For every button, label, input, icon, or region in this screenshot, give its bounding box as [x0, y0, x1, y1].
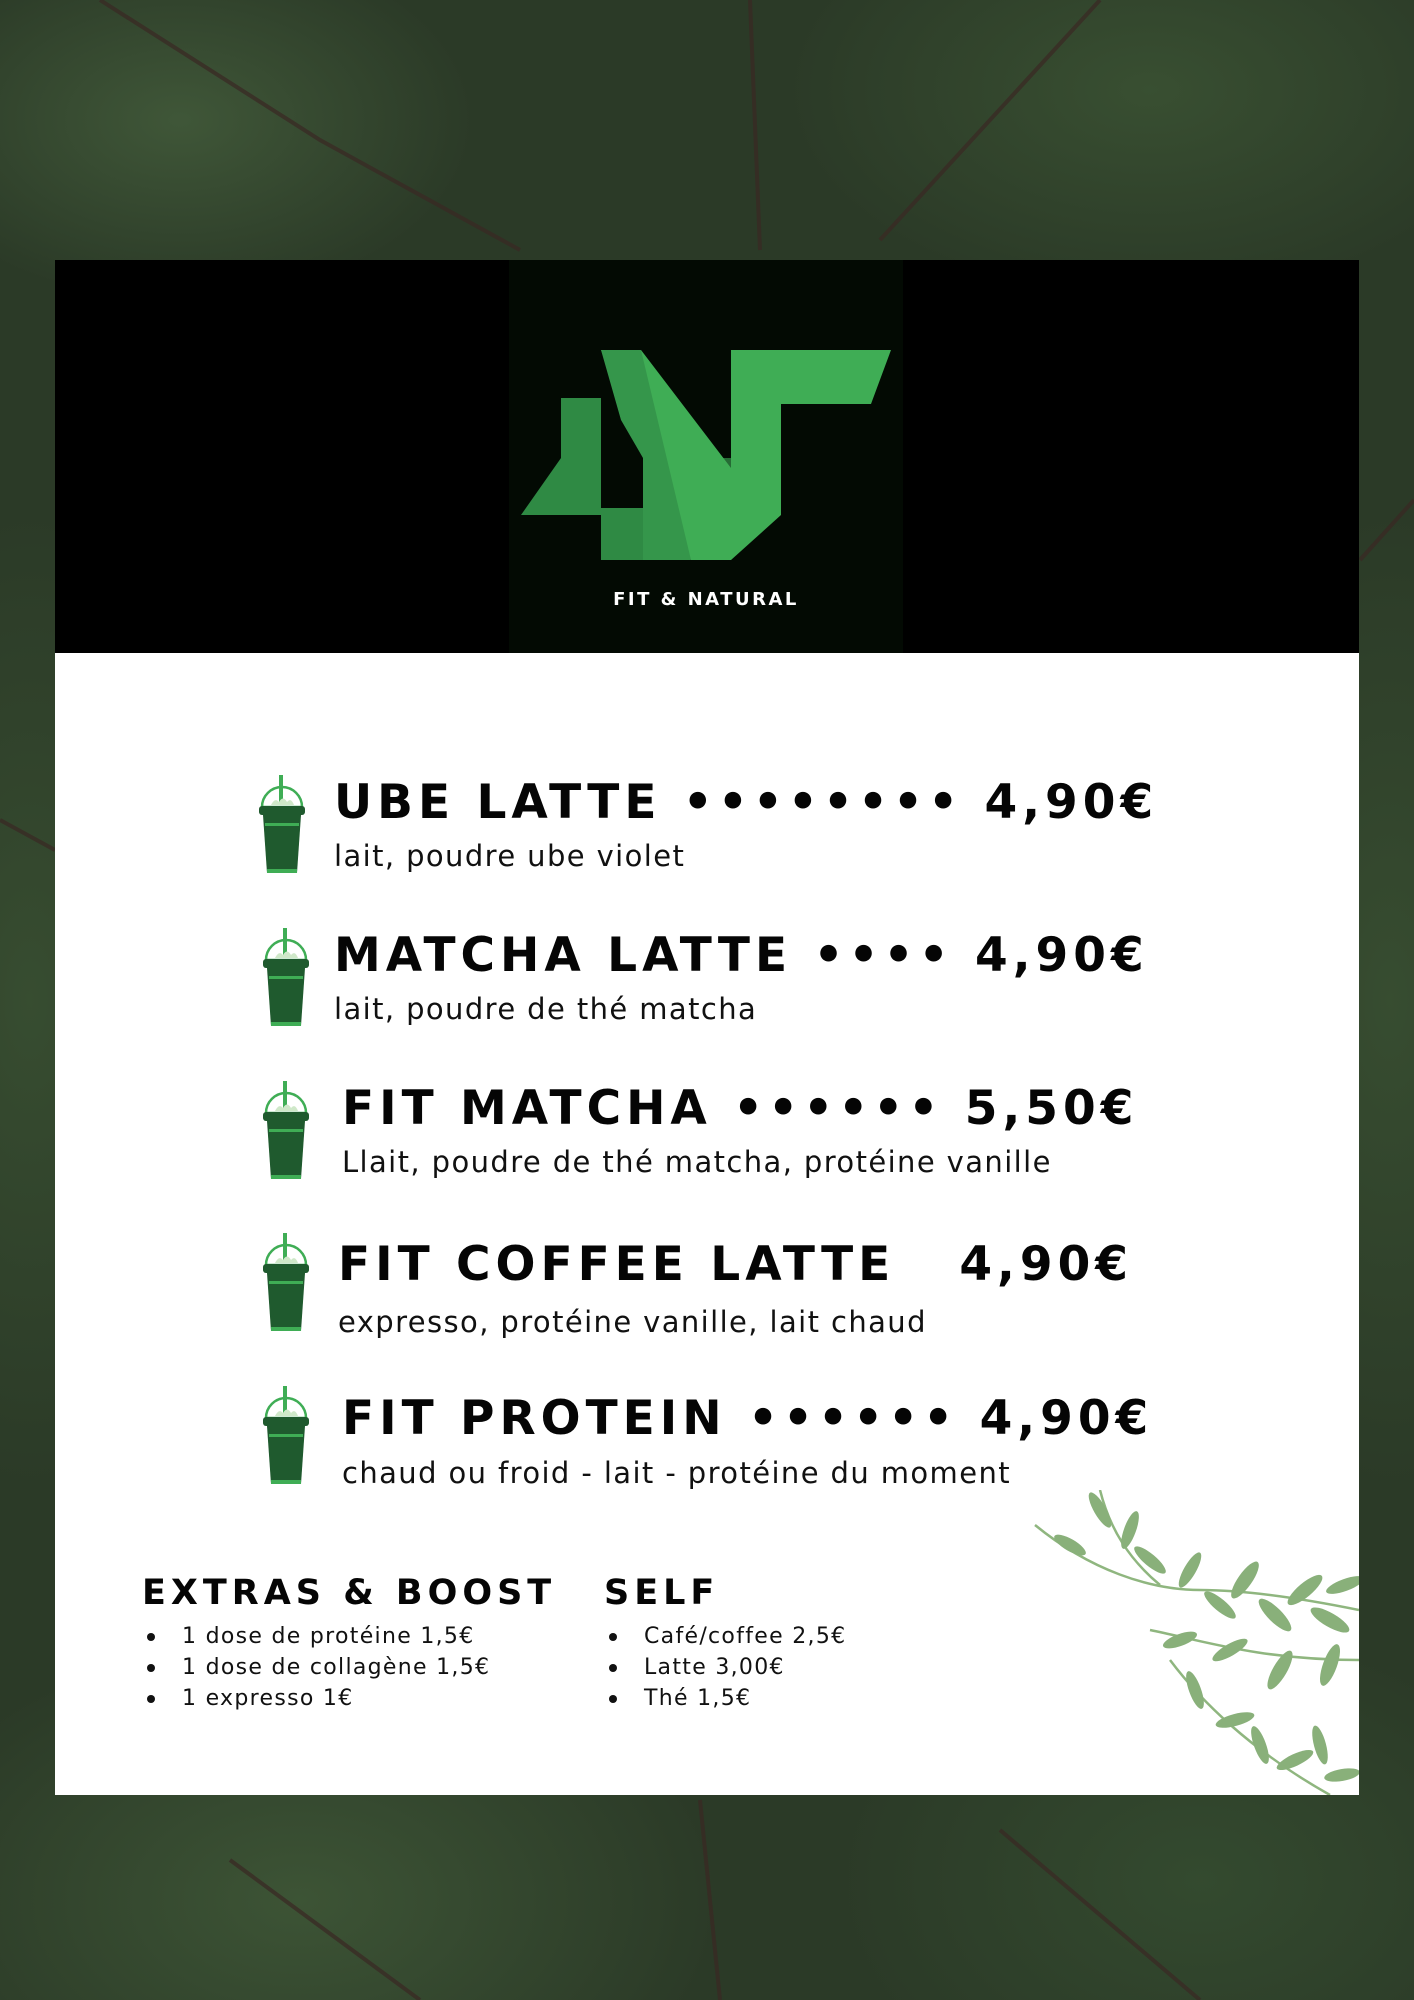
- brand-tagline: FIT & NATURAL: [613, 589, 799, 610]
- extras-title: EXTRAS & BOOST: [142, 1573, 557, 1613]
- drink-cup-icon: [261, 1233, 311, 1333]
- menu-item-description: Llait, poudre de thé matcha, protéine vanille: [342, 1145, 1052, 1179]
- fn-logo-icon: [521, 350, 891, 560]
- self-list: [604, 1621, 846, 1714]
- list-item: 1 expresso 1€: [142, 1683, 490, 1714]
- menu-item-title: FIT PROTEIN •••••• 4,90€: [342, 1391, 1154, 1446]
- menu-item-title: FIT MATCHA •••••• 5,50€: [342, 1081, 1139, 1136]
- list-item: 1 dose de protéine 1,5€: [142, 1621, 490, 1652]
- extras-list: [142, 1621, 490, 1714]
- list-item: Café/coffee 2,5€: [604, 1621, 846, 1652]
- self-title: SELF: [604, 1573, 720, 1613]
- list-item: 1 dose de collagène 1,5€: [142, 1652, 490, 1683]
- drink-cup-icon: [261, 1081, 311, 1181]
- menu-item-description: chaud ou froid - lait - protéine du moment: [342, 1456, 1011, 1490]
- drink-cup-icon: [261, 928, 311, 1028]
- menu-item-description: expresso, protéine vanille, lait chaud: [338, 1305, 927, 1339]
- list-item: Thé 1,5€: [604, 1683, 846, 1714]
- drink-cup-icon: [257, 775, 307, 875]
- list-item: Latte 3,00€: [604, 1652, 846, 1683]
- leaf-branch-decoration: [1030, 1490, 1359, 1795]
- drink-cup-icon: [261, 1386, 311, 1486]
- menu-item-description: lait, poudre ube violet: [334, 839, 686, 873]
- menu-item-title: MATCHA LATTE •••• 4,90€: [334, 928, 1149, 983]
- menu-item-title: UBE LATTE •••••••• 4,90€: [334, 775, 1159, 830]
- header-band: [55, 260, 1359, 653]
- menu-item-description: lait, poudre de thé matcha: [334, 992, 758, 1026]
- menu-item-title: FIT COFFEE LATTE 4,90€: [338, 1237, 1133, 1292]
- brand-logo: [509, 260, 903, 653]
- menu-card: [55, 260, 1359, 1795]
